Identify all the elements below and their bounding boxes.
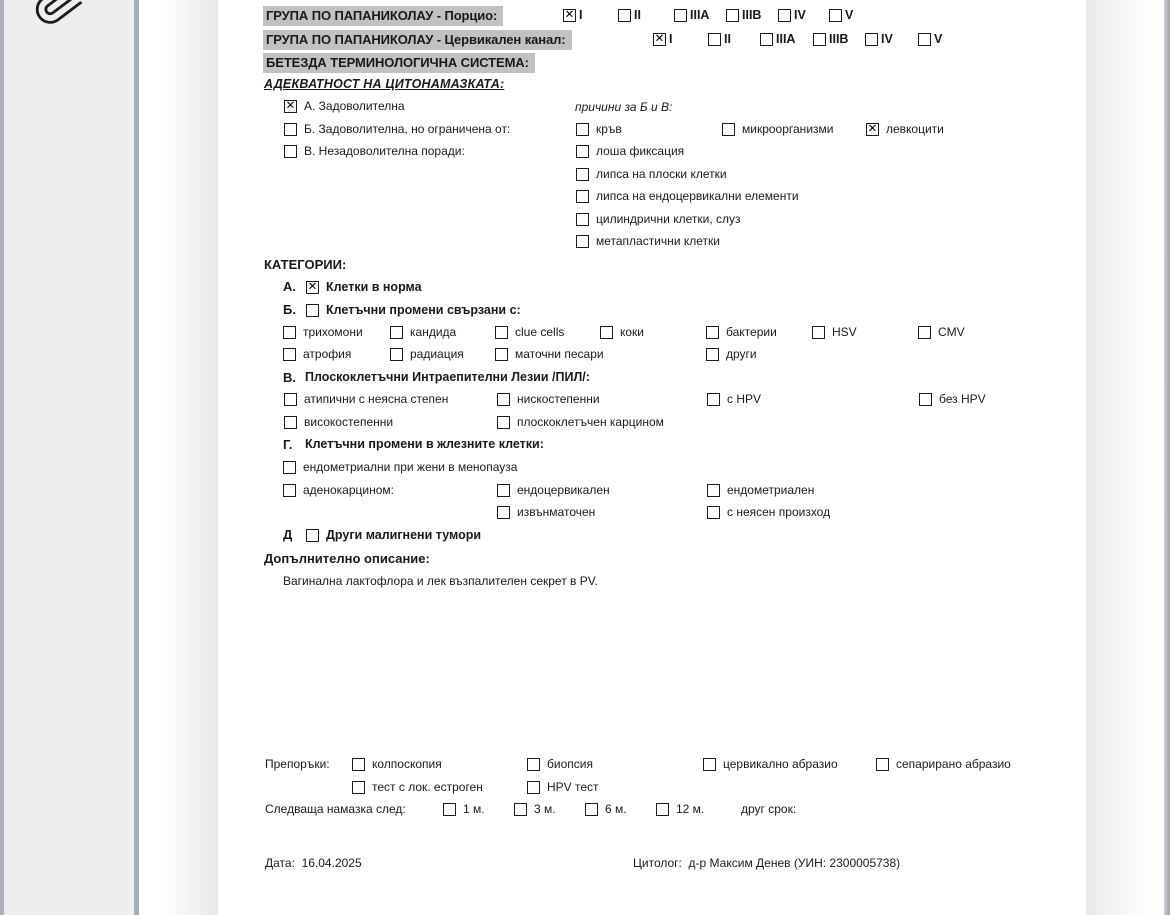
- checkbox-label: сепарирано абразио: [896, 757, 1011, 771]
- checkbox[interactable]: [514, 803, 527, 816]
- category-a-letter: А.: [283, 279, 296, 294]
- checkbox-label: трихомони: [303, 325, 363, 339]
- checkbox[interactable]: [656, 803, 669, 816]
- adequacy-option-a: [284, 99, 405, 113]
- checkbox-label: 1 м.: [463, 802, 485, 816]
- pap-cervical-label: ГРУПА ПО ПАПАНИКОЛАУ - Цервикален канал:: [263, 30, 572, 50]
- next-smear-other-label: друг срок:: [741, 802, 797, 816]
- pap-cervical-option-II: [708, 32, 731, 46]
- rec-cervical-abrasion: [703, 757, 838, 771]
- checkbox[interactable]: [283, 326, 296, 339]
- reason-no-endocervical-elements: [576, 189, 799, 203]
- checkbox[interactable]: [283, 484, 296, 497]
- checkbox-label: левкоцити: [886, 122, 944, 136]
- checkbox[interactable]: [576, 123, 589, 136]
- category-g-letter: Г.: [283, 437, 293, 452]
- checkbox[interactable]: [760, 33, 773, 46]
- checkbox[interactable]: [443, 803, 456, 816]
- b-option-atrophy: [283, 347, 351, 361]
- checkbox[interactable]: [600, 326, 613, 339]
- checkbox-label: II: [724, 32, 731, 46]
- category-v-title: Плоскоклетъчни Интраепителни Лезии /ПИЛ/:: [305, 370, 590, 384]
- checkbox-label: CMV: [938, 325, 965, 339]
- b-option-candida: [390, 325, 456, 339]
- category-a-normal-cells: [306, 280, 422, 294]
- category-b-cell-changes: [306, 303, 521, 317]
- checkbox-label: ендометриален: [727, 483, 815, 497]
- checkbox[interactable]: [585, 803, 598, 816]
- rec-separate-abrasion: [876, 757, 1011, 771]
- checkbox[interactable]: [812, 326, 825, 339]
- checkbox[interactable]: [813, 33, 826, 46]
- category-g-title: Клетъчни промени в жлезните клетки:: [305, 437, 544, 451]
- checkbox[interactable]: [674, 9, 687, 22]
- b-option-radiation: [390, 347, 464, 361]
- checkbox-label: лоша фиксация: [596, 144, 685, 158]
- checkbox[interactable]: [284, 416, 297, 429]
- g-option-endocervical: [497, 483, 610, 497]
- checkbox-label: IIIA: [776, 32, 796, 46]
- checkbox-label: без HPV: [939, 392, 986, 406]
- pap-portio-option-IV: [778, 8, 806, 22]
- rec-biopsy: [527, 757, 593, 771]
- b-option-cocci: [600, 325, 644, 339]
- checkbox-label: I: [669, 32, 673, 46]
- checkbox-label: Клетки в норма: [326, 280, 422, 294]
- next-smear-label: Следваща намазка след:: [265, 802, 406, 816]
- rec-hpv-test: [527, 780, 599, 794]
- checkbox-label: clue cells: [515, 325, 565, 339]
- g-option-extrauterine: [497, 505, 595, 519]
- checkbox-label: 6 м.: [605, 802, 627, 816]
- next-smear-1m: [443, 802, 485, 816]
- b-option-clue-cells: [495, 325, 564, 339]
- page-left-shadow: [160, 0, 218, 915]
- checkbox-label: атрофия: [303, 347, 352, 361]
- rec-local-estrogen-test: [352, 780, 483, 794]
- checkbox-label: I: [579, 8, 583, 22]
- reason-microorganisms: [722, 122, 833, 136]
- checkbox[interactable]: [284, 100, 297, 113]
- v-option-high-grade: [284, 415, 393, 429]
- b-option-cmv: [918, 325, 965, 339]
- checkbox[interactable]: [707, 506, 720, 519]
- pap-portio-label: ГРУПА ПО ПАПАНИКОЛАУ - Порцио:: [263, 6, 503, 26]
- reason-cylindrical-cells: [576, 212, 741, 226]
- checkbox-label: атипични с неясна степен: [304, 392, 449, 406]
- checkbox[interactable]: [726, 9, 739, 22]
- checkbox[interactable]: [527, 781, 540, 794]
- checkbox[interactable]: [306, 281, 319, 294]
- checkbox-label: А. Задоволителна: [304, 99, 405, 113]
- checkbox[interactable]: [722, 123, 735, 136]
- checkbox[interactable]: [352, 758, 365, 771]
- next-smear-3m: [514, 802, 556, 816]
- bethesda-title: БЕТЕЗДА ТЕРМИНОЛОГИЧНА СИСТЕМА:: [263, 53, 535, 73]
- checkbox[interactable]: [706, 326, 719, 339]
- checkbox-label: IIIB: [742, 8, 762, 22]
- reason-metaplastic-cells: [576, 234, 720, 248]
- g-option-unclear-origin: [707, 505, 830, 519]
- checkbox[interactable]: [283, 461, 296, 474]
- adequacy-option-b: [284, 122, 510, 136]
- checkbox-label: плоскоклетъчен карцином: [517, 415, 664, 429]
- checkbox-label: 12 м.: [676, 802, 705, 816]
- checkbox-label: липса на плоски клетки: [596, 167, 727, 181]
- checkbox[interactable]: [497, 393, 510, 406]
- checkbox-label: В. Незадоволителна поради:: [304, 144, 465, 158]
- checkbox-label: V: [934, 32, 943, 46]
- attachments-sidebar: [4, 0, 134, 915]
- checkbox-label: метапластични клетки: [596, 234, 720, 248]
- checkbox-label: извънматочен: [517, 505, 596, 519]
- g-option-endometrial: [707, 483, 814, 497]
- checkbox-label: IIIA: [690, 8, 710, 22]
- checkbox[interactable]: [918, 33, 931, 46]
- checkbox-label: V: [845, 8, 854, 22]
- categories-title: КАТЕГОРИИ:: [264, 257, 347, 272]
- checkbox[interactable]: [618, 9, 631, 22]
- checkbox-label: HSV: [832, 325, 857, 339]
- checkbox-label: 3 м.: [534, 802, 556, 816]
- pap-portio-option-II: [618, 8, 641, 22]
- b-option-trichomonas: [283, 325, 363, 339]
- page-right-shadow: [1086, 0, 1146, 915]
- checkbox[interactable]: [866, 123, 879, 136]
- checkbox-label: високостепенни: [304, 415, 394, 429]
- checkbox[interactable]: [306, 529, 319, 542]
- checkbox-label: IV: [881, 32, 893, 46]
- checkbox-label: с неясен произход: [727, 505, 831, 519]
- v-option-low-grade: [497, 392, 600, 406]
- checkbox-label: кандида: [410, 325, 457, 339]
- v-option-with-hpv: [707, 392, 761, 406]
- checkbox[interactable]: [284, 145, 297, 158]
- checkbox[interactable]: [390, 326, 403, 339]
- date-row: [265, 856, 362, 870]
- window-right-edge: [1164, 0, 1170, 915]
- pap-portio-option-IIIA: [674, 8, 709, 22]
- adequacy-title: АДЕКВАТНОСТ НА ЦИТОНАМАЗКАТА:: [264, 77, 505, 91]
- checkbox[interactable]: [497, 506, 510, 519]
- checkbox[interactable]: [829, 9, 842, 22]
- checkbox[interactable]: [497, 484, 510, 497]
- category-d-letter: Д: [283, 527, 293, 542]
- checkbox-label: други: [726, 347, 757, 361]
- checkbox-label: липса на ендоцервикални елементи: [596, 189, 799, 203]
- checkbox[interactable]: [283, 348, 296, 361]
- b-option-bacteria: [706, 325, 777, 339]
- cytologist-label: Цитолог:: [633, 856, 682, 870]
- b-option-other: [706, 347, 757, 361]
- rec-colposcopy: [352, 757, 442, 771]
- date-value: 16.04.2025: [301, 856, 362, 870]
- checkbox[interactable]: [497, 416, 510, 429]
- checkbox-label: II: [634, 8, 641, 22]
- pap-cervical-option-IIIB: [813, 32, 848, 46]
- pap-portio-option-I: [563, 8, 582, 22]
- date-label: Дата:: [265, 856, 295, 870]
- category-d-other-malignant: [306, 528, 481, 542]
- v-option-without-hpv: [919, 392, 986, 406]
- checkbox-label: кръв: [596, 122, 622, 136]
- category-b-letter: Б.: [283, 302, 296, 317]
- checkbox-label: цервикално абразио: [723, 757, 838, 771]
- pap-cervical-option-IV: [865, 32, 893, 46]
- checkbox[interactable]: [576, 145, 589, 158]
- checkbox[interactable]: [707, 393, 720, 406]
- checkbox[interactable]: [352, 781, 365, 794]
- checkbox[interactable]: [778, 9, 791, 22]
- checkbox-label: IV: [794, 8, 806, 22]
- checkbox[interactable]: [306, 304, 319, 317]
- b-option-hsv: [812, 325, 857, 339]
- checkbox-label: цилиндрични клетки, слуз: [596, 212, 741, 226]
- checkbox-label: Клетъчни промени свързани с:: [326, 303, 521, 317]
- checkbox-label: биопсия: [547, 757, 593, 771]
- checkbox-label: ендометриални при жени в менопауза: [303, 460, 518, 474]
- checkbox-label: коки: [620, 325, 645, 339]
- checkbox-label: радиация: [410, 347, 464, 361]
- checkbox[interactable]: [703, 758, 716, 771]
- checkbox[interactable]: [576, 168, 589, 181]
- checkbox-label: колпоскопия: [372, 757, 442, 771]
- category-v-letter: В.: [283, 370, 296, 385]
- additional-description-text: Вагинална лактофлора и лек възпалителен секрет в PV.: [283, 574, 598, 588]
- checkbox[interactable]: [390, 348, 403, 361]
- checkbox-label: микроорганизми: [742, 122, 834, 136]
- checkbox[interactable]: [576, 235, 589, 248]
- checkbox[interactable]: [284, 393, 297, 406]
- cytologist-row: [633, 856, 900, 870]
- checkbox[interactable]: [876, 758, 889, 771]
- checkbox-label: тест с лок. естроген: [372, 780, 483, 794]
- v-option-atypical: [284, 392, 448, 406]
- checkbox[interactable]: [495, 326, 508, 339]
- checkbox[interactable]: [576, 213, 589, 226]
- checkbox-label: HPV тест: [547, 780, 599, 794]
- checkbox[interactable]: [707, 484, 720, 497]
- reason-leukocytes: [866, 122, 944, 136]
- cytologist-value: д-р Максим Денев (УИН: 2300005738): [688, 856, 901, 870]
- checkbox[interactable]: [919, 393, 932, 406]
- checkbox[interactable]: [284, 123, 297, 136]
- checkbox[interactable]: [708, 33, 721, 46]
- additional-description-title: Допълнително описание:: [264, 551, 430, 566]
- pap-cervical-option-I: [653, 32, 672, 46]
- reason-bad-fixation: [576, 144, 684, 158]
- checkbox-label: с HPV: [727, 392, 762, 406]
- checkbox[interactable]: [576, 190, 589, 203]
- checkbox[interactable]: [865, 33, 878, 46]
- next-smear-6m: [585, 802, 627, 816]
- checkbox-label: маточни песари: [515, 347, 604, 361]
- adequacy-option-v: [284, 144, 465, 158]
- checkbox[interactable]: [495, 348, 508, 361]
- checkbox[interactable]: [918, 326, 931, 339]
- checkbox-label: Б. Задоволителна, но ограничена от:: [304, 122, 511, 136]
- checkbox[interactable]: [653, 33, 666, 46]
- reason-blood: [576, 122, 622, 136]
- report-page: [218, 0, 1086, 915]
- checkbox-label: Други малигнени тумори: [326, 528, 482, 542]
- recommendations-label: Препоръки:: [265, 757, 330, 771]
- b-option-uterine-pessary: [495, 347, 604, 361]
- checkbox-label: ендоцервикален: [517, 483, 610, 497]
- checkbox-label: IIIB: [829, 32, 849, 46]
- checkbox-label: нискостепенни: [517, 392, 600, 406]
- paperclip-icon: [31, 0, 90, 31]
- g-option-endometrial-menopause: [283, 460, 517, 474]
- pap-cervical-option-IIIA: [760, 32, 795, 46]
- pap-portio-option-V: [829, 8, 853, 22]
- sidebar-divider: [134, 0, 139, 915]
- pap-cervical-option-V: [918, 32, 942, 46]
- checkbox-label: бактерии: [726, 325, 777, 339]
- reasons-title: причини за Б и В:: [575, 100, 673, 114]
- g-option-adenocarcinoma: [283, 483, 394, 497]
- checkbox[interactable]: [706, 348, 719, 361]
- checkbox[interactable]: [563, 9, 576, 22]
- next-smear-12m: [656, 802, 704, 816]
- reason-no-squamous-cells: [576, 167, 727, 181]
- checkbox-label: аденокарцином:: [303, 483, 394, 497]
- v-option-squamous-carcinoma: [497, 415, 664, 429]
- pap-portio-option-IIIB: [726, 8, 761, 22]
- checkbox[interactable]: [527, 758, 540, 771]
